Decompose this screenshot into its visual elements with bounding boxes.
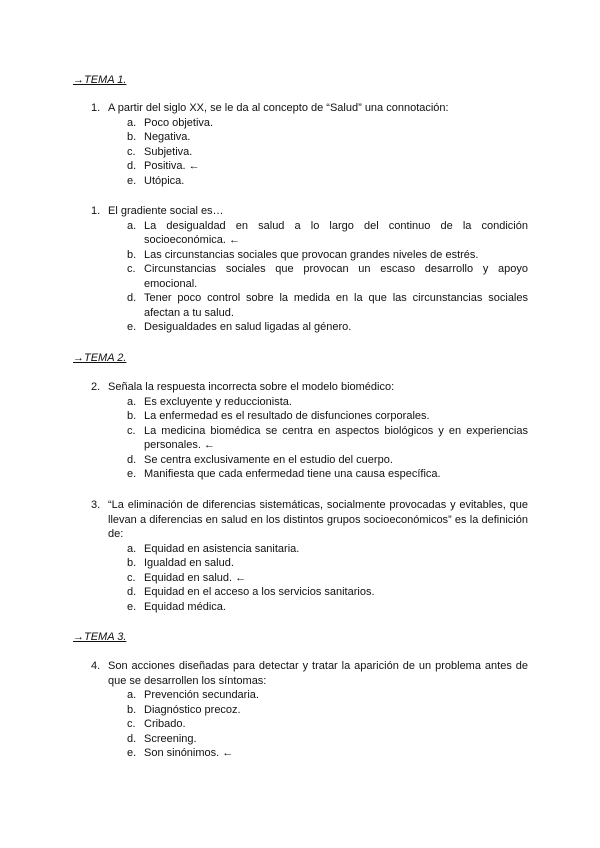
- option-list: [91, 688, 528, 761]
- question-2: [91, 380, 528, 482]
- question-text: El gradiente social es…: [108, 205, 224, 217]
- option-letter: b.: [127, 248, 137, 261]
- question-4: [91, 659, 528, 761]
- option-text: Son sinónimos. ←: [144, 747, 234, 759]
- option-e: [91, 467, 528, 482]
- option-letter: c.: [127, 718, 136, 730]
- option-d: [91, 159, 528, 174]
- option-list: [91, 395, 528, 482]
- option-text: Las circunstancias sociales que provocan grandes niveles de estrés.: [144, 248, 479, 261]
- option-c: [91, 424, 528, 453]
- option-text: Prevención secundaria.: [144, 689, 259, 701]
- option-text: Manifiesta que cada enfermedad tiene una causa específica.: [144, 468, 441, 480]
- option-a: [91, 688, 528, 703]
- option-text: Subjetiva.: [144, 145, 193, 158]
- option-e: [91, 174, 528, 189]
- option-d: [91, 585, 528, 600]
- question-number: 1.: [91, 102, 101, 114]
- option-letter: e.: [127, 321, 137, 333]
- option-letter: d.: [127, 160, 137, 172]
- question-number: 1.: [91, 205, 101, 217]
- question-3: [91, 498, 528, 614]
- option-b: [91, 556, 528, 571]
- question-number: 3.: [91, 499, 101, 511]
- option-c: [91, 262, 528, 291]
- option-text: Equidad en el acceso a los servicios sanitarios.: [144, 586, 375, 598]
- question-1: [91, 101, 528, 188]
- option-c: [91, 145, 528, 160]
- option-c: [91, 571, 528, 586]
- option-b: [91, 703, 528, 718]
- option-a: [91, 219, 528, 248]
- option-b: [91, 409, 528, 424]
- option-e: [91, 600, 528, 615]
- option-b: [91, 130, 528, 145]
- option-d: [91, 732, 528, 747]
- option-letter: c.: [127, 571, 136, 584]
- option-letter: e.: [127, 747, 137, 759]
- question-number: 2.: [91, 381, 101, 393]
- option-list: [91, 542, 528, 615]
- option-c: [91, 717, 528, 732]
- option-text: Cribado.: [144, 718, 186, 730]
- option-letter: a.: [127, 116, 137, 129]
- section-title-tema-3: →TEMA 3.: [73, 631, 127, 643]
- option-letter: b.: [127, 703, 137, 716]
- option-letter: e.: [127, 468, 137, 480]
- option-letter: a.: [127, 542, 137, 555]
- option-letter: d.: [127, 292, 137, 304]
- option-d: [91, 453, 528, 468]
- option-e: [91, 320, 528, 335]
- option-letter: e.: [127, 174, 137, 187]
- option-text: La medicina biomédica se centra en aspectos biológicos y en experiencias personales. ←: [144, 424, 528, 451]
- option-letter: d.: [127, 453, 137, 466]
- option-letter: a.: [127, 395, 137, 408]
- option-text: Tener poco control sobre la medida en la que las circunstancias sociales afectan a tu salud.: [144, 292, 528, 319]
- option-b: [91, 248, 528, 263]
- option-text: Diagnóstico precoz.: [144, 703, 241, 716]
- option-letter: b.: [127, 410, 137, 422]
- option-letter: c.: [127, 424, 136, 437]
- option-a: [91, 116, 528, 131]
- option-list: [91, 219, 528, 335]
- option-a: [91, 542, 528, 557]
- option-letter: d.: [127, 586, 137, 598]
- section-title-tema-2: →TEMA 2.: [73, 352, 127, 364]
- option-text: Screening.: [144, 732, 197, 745]
- option-list: [91, 116, 528, 189]
- option-letter: c.: [127, 263, 136, 275]
- option-text: Es excluyente y reduccionista.: [144, 395, 292, 408]
- option-letter: d.: [127, 732, 137, 745]
- question-text: A partir del siglo XX, se le da al concepto de “Salud” una connotación:: [108, 102, 449, 114]
- option-letter: b.: [127, 557, 137, 569]
- option-text: Circunstancias sociales que provocan un escaso desarrollo y apoyo emocional.: [144, 263, 528, 290]
- option-letter: a.: [127, 689, 137, 701]
- question-number: 4.: [91, 660, 101, 672]
- question-gradiente: [91, 204, 528, 335]
- option-letter: b.: [127, 131, 137, 143]
- option-text: La enfermedad es el resultado de disfunciones corporales.: [144, 410, 430, 422]
- option-text: La desigualdad en salud a lo largo del continuo de la condición socioeconómica. ←: [144, 219, 528, 246]
- option-text: Utópica.: [144, 174, 185, 187]
- option-text: Positiva. ←: [144, 160, 200, 172]
- option-text: Negativa.: [144, 131, 191, 143]
- option-text: Poco objetiva.: [144, 116, 214, 129]
- option-text: Equidad en asistencia sanitaria.: [144, 542, 300, 555]
- option-a: [91, 395, 528, 410]
- option-text: Se centra exclusivamente en el estudio del cuerpo.: [144, 453, 393, 466]
- option-letter: c.: [127, 145, 136, 158]
- option-letter: a.: [127, 219, 137, 232]
- option-text: Equidad en salud. ←: [144, 571, 247, 584]
- option-text: Igualdad en salud.: [144, 557, 234, 569]
- question-text: Señala la respuesta incorrecta sobre el modelo biomédico:: [108, 381, 395, 393]
- option-text: Desigualdades en salud ligadas al género.: [144, 321, 352, 333]
- option-text: Equidad médica.: [144, 600, 226, 613]
- section-title-tema-1: →TEMA 1.: [73, 74, 127, 86]
- option-letter: e.: [127, 600, 137, 613]
- option-d: [91, 291, 528, 320]
- option-e: [91, 746, 528, 761]
- question-text: Son acciones diseñadas para detectar y tratar la aparición de un problema antes de que se desarrollen los síntomas:: [108, 660, 528, 687]
- question-text: “La eliminación de diferencias sistemáticas, socialmente provocadas y evitables, que llevan a diferencias en salud en los distintos grupos socioeconómicos” es la definición de:: [108, 499, 528, 540]
